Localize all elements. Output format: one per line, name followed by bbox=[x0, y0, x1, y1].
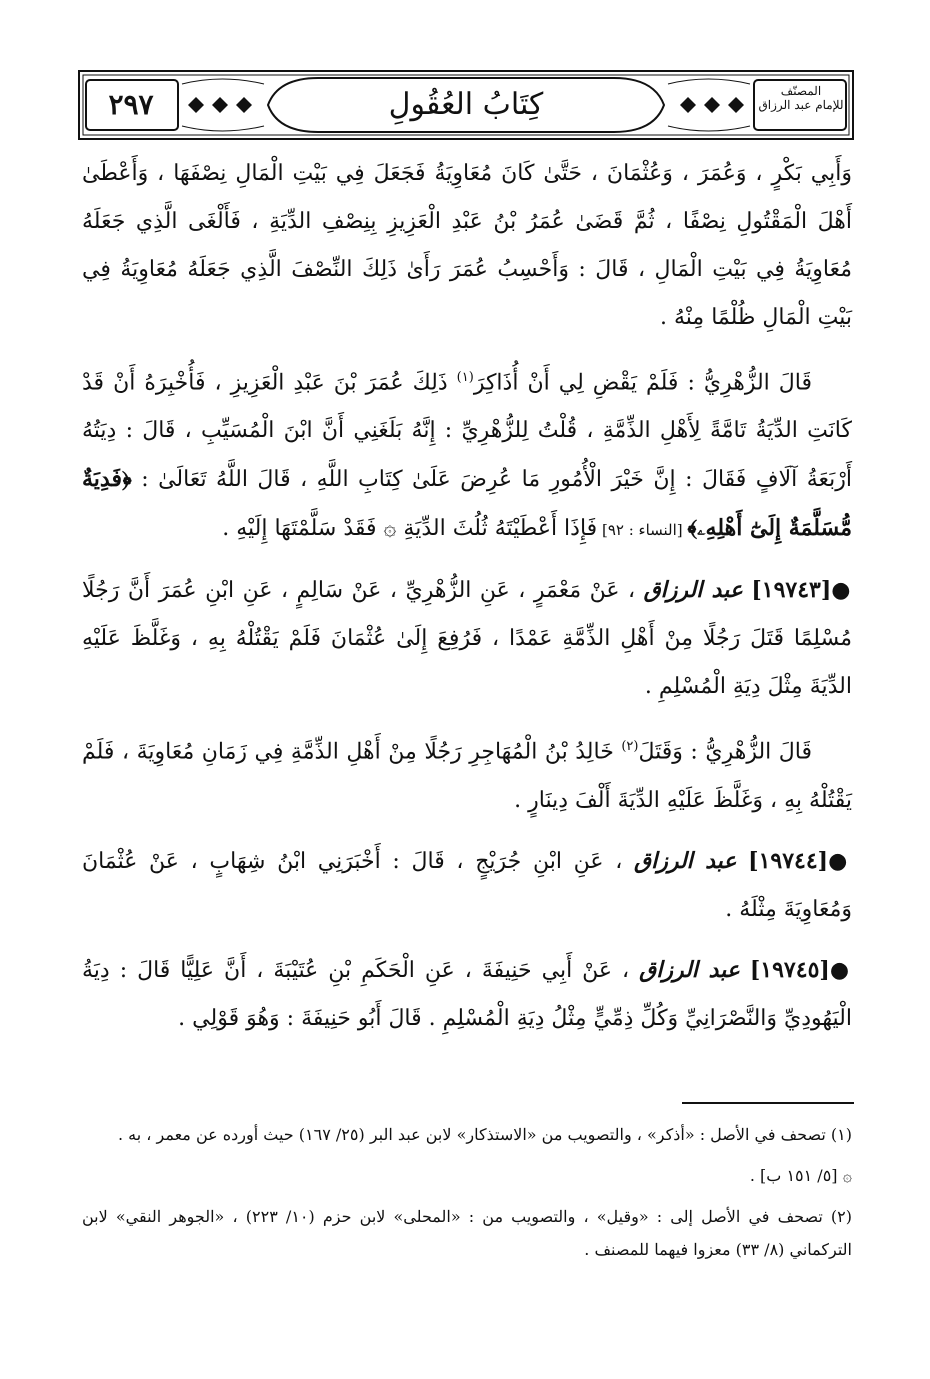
page-number: ٢٩٧ bbox=[108, 88, 154, 121]
paragraph-2 bbox=[82, 354, 852, 554]
narrator-name: عبد الرزاق bbox=[643, 577, 743, 604]
logo-line-1: المصنّف bbox=[780, 84, 822, 98]
main-text bbox=[82, 150, 852, 1055]
paragraph-4 bbox=[82, 723, 852, 824]
paragraph-2-text-a: قَالَ الزُّهْرِيُّ : فَلَمْ يَقْضِ لِي أَنْ أُذَاكِرَ bbox=[473, 370, 812, 396]
hadith-text: ، عَنْ أَبِي حَنِيفَةَ ، عَنِ الْحَكَمِ بْنِ عُتَيْبَةَ ، أَنَّ عَلِيًّا قَالَ : دِيَةُ الْيَهُودِيِّ وَالنَّصْرَانِيِّ وَكُلِّ ذِمِّيٍّ مِثْلُ دِيَةِ الْمُسْلِمِ . قَالَ أَبُو حَنِيفَةَ : وَهُوَ قَوْلِي . bbox=[82, 957, 852, 1031]
hadith-text: ، عَنِ ابْنِ جُرَيْجٍ ، قَالَ : أَخْبَرَنِي ابْنُ شِهَابٍ ، عَنْ عُثْمَانَ وَمُعَاوِيَةَ مِثْلَهُ . bbox=[82, 848, 852, 922]
paragraph-2-text-b: ذَلِكَ عُمَرَ بْنَ عَبْدِ الْعَزِيزِ ، فَأُخْبِرَهُ أَنْ قَدْ كَانَتِ الدِّيَةُ تَامَّةً لِأَهْلِ الذِّمَّةِ ، قُلْتُ لِلزُّهْرِيِّ : إِنَّهُ بَلَغَنِي أَنَّ ابْنَ الْمُسَيِّبِ ، قَالَ : دِيَتُهُ أَرْبَعَةُ آلَافٍ فَقَالَ : إِنَّ خَيْرَ الْأُمُورِ مَا عُرِضَ عَلَىٰ كِتَابِ اللَّهِ ، قَالَ اللَّهُ تَعَالَىٰ : bbox=[82, 370, 853, 493]
hadith-number: [١٩٧٤٥] bbox=[749, 956, 830, 983]
footnotes bbox=[82, 1118, 852, 1274]
paragraph-2-text-c: فَإِذَا أَعْطَيْتَهُ ثُلُثَ الدِّيَةِ ۞ فَقَدْ سَلَّمْتَهَا إِلَيْهِ . bbox=[222, 516, 598, 542]
footnote-2: (٢) تصحف في الأصل إلى : «وقيل» ، والتصويب من : «المحلى» لابن حزم (١٠/ ٢٢٣) ، «الجوهر النقي» لابن التركماني (٨/ ٣٣) معزوا فيهما للمصنف . bbox=[82, 1207, 853, 1259]
quran-verse: ﴿فَدِيَةٌ مُّسَلَّمَةٌ إِلَىٰٓ أَهْلِهِۦ﴾ bbox=[82, 466, 852, 542]
footnote-1-folio: ۞ [٥/ ١٥١ ب] . bbox=[749, 1166, 852, 1185]
footnote-ref-1[interactable]: (١) bbox=[456, 370, 474, 385]
hadith-number: [١٩٧٤٤] bbox=[748, 847, 829, 874]
page-header bbox=[78, 70, 854, 140]
chapter-title: كِتَابُ العُقُولِ bbox=[388, 87, 544, 122]
logo-line-2: للإمام عبد الرزاق bbox=[758, 98, 844, 112]
paragraph-1: وَأَبِي بَكْرٍ ، وَعُمَرَ ، وَعُثْمَانَ ، حَتَّىٰ كَانَ مُعَاوِيَةُ فَجَعَلَ فِي بَيْتِ الْمَالِ نِصْفَهَا ، وَأَعْطَىٰ أَهْلَ الْمَقْتُولِ نِصْفًا ، ثُمَّ قَضَىٰ عُمَرُ بْنُ عَبْدِ الْعَزِيزِ بِنِصْفِ الدِّيَةِ ، فَأَلْغَى الَّذِي جَعَلَهُ مُعَاوِيَةُ فِي بَيْتِ الْمَالِ ، قَالَ : وَأَحْسِبُ عُمَرَ رَأَىٰ ذَلِكَ النِّصْفَ الَّذِي جَعَلَهُ مُعَاوِيَةُ فِي بَيْتِ الْمَالِ ظُلْمًا مِنْهُ . bbox=[82, 161, 852, 330]
hadith-19745: ●[١٩٧٤٥] عبد الرزاق ، عَنْ أَبِي حَنِيفَةَ ، عَنِ الْحَكَمِ بْنِ عُتَيْبَةَ ، أَنَّ عَلِيًّا قَالَ : دِيَةُ الْيَهُودِيِّ وَالنَّصْرَانِيِّ وَكُلِّ ذِمِّيٍّ مِثْلُ دِيَةِ الْمُسْلِمِ . قَالَ أَبُو حَنِيفَةَ : وَهُوَ قَوْلِي . bbox=[82, 956, 853, 1031]
narrator-name: عبد الرزاق bbox=[639, 956, 740, 983]
hadith-19744: ●[١٩٧٤٤] عبد الرزاق ، عَنِ ابْنِ جُرَيْجٍ ، قَالَ : أَخْبَرَنِي ابْنُ شِهَابٍ ، عَنْ عُثْمَانَ وَمُعَاوِيَةَ مِثْلَهُ . bbox=[82, 847, 852, 922]
hadith-19743: ●[١٩٧٤٣] عبد الرزاق ، عَنْ مَعْمَرٍ ، عَنِ الزُّهْرِيِّ ، عَنْ سَالِمٍ ، عَنِ ابْنِ عُمَرَ أَنَّ رَجُلًا مُسْلِمًا قَتَلَ رَجُلًا مِنْ أَهْلِ الذِّمَّةِ عَمْدًا ، فَرُفِعَ إِلَىٰ عُثْمَانَ فَلَمْ يَقْتُلْهُ بِهِ ، وَغَلَّظَ عَلَيْهِ الدِّيَةَ مِثْلَ دِيَةِ الْمُسْلِمِ . bbox=[82, 577, 852, 700]
footnote-ref-2[interactable]: (٢) bbox=[621, 739, 639, 755]
hadith-number: [١٩٧٤٣] bbox=[751, 577, 832, 604]
narrator-name: عبد الرزاق bbox=[634, 847, 737, 874]
quran-citation: [النساء : ٩٢] bbox=[597, 521, 688, 540]
footnote-1: (١) تصحف في الأصل : «أذكر» ، والتصويب من «الاستذكار» لابن عبد البر (٢٥/ ١٦٧) حيث أورده عن معمر ، به . bbox=[117, 1125, 852, 1144]
paragraph-4-text-a: قَالَ الزُّهْرِيُّ : وَقَتَلَ bbox=[638, 739, 813, 765]
footnote-divider bbox=[682, 1102, 854, 1104]
hadith-text: ، عَنْ مَعْمَرٍ ، عَنِ الزُّهْرِيِّ ، عَنْ سَالِمٍ ، عَنِ ابْنِ عُمَرَ أَنَّ رَجُلًا مُسْلِمًا قَتَلَ رَجُلًا مِنْ أَهْلِ الذِّمَّةِ عَمْدًا ، فَرُفِعَ إِلَىٰ عُثْمَانَ فَلَمْ يَقْتُلْهُ بِهِ ، وَغَلَّظَ عَلَيْهِ الدِّيَةَ مِثْلَ دِيَةِ الْمُسْلِمِ . bbox=[82, 578, 852, 700]
book-logo bbox=[758, 84, 844, 126]
paragraph-4-text-b: خَالِدُ بْنُ الْمُهَاجِرِ رَجُلًا مِنْ أَهْلِ الذِّمَّةِ فِي زَمَانِ مُعَاوِيَةَ ، فَلَمْ يَقْتُلْهُ بِهِ ، وَغَلَّظَ عَلَيْهِ الدِّيَةَ أَلْفَ دِينَارٍ . bbox=[82, 739, 852, 813]
